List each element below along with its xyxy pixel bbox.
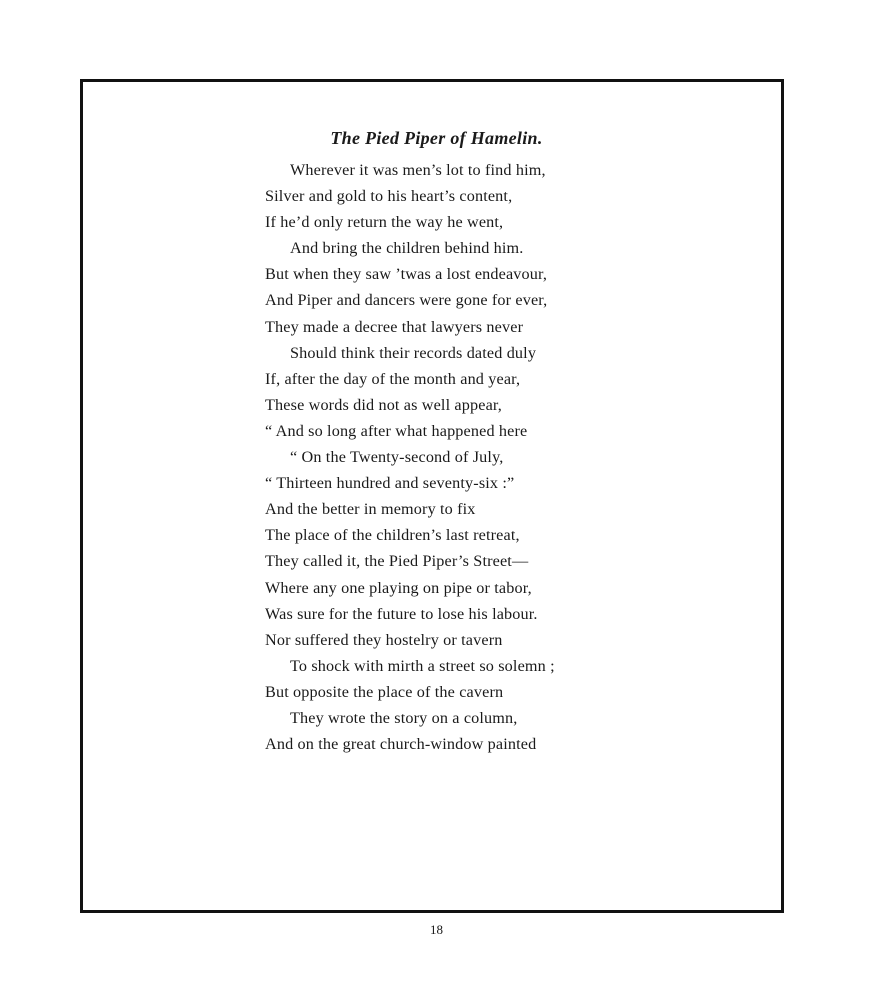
page-number: 18 (430, 922, 443, 937)
poem-line: “ Thirteen hundred and seventy-six :” (265, 474, 515, 493)
poem-line: Wherever it was men’s lot to find him, (290, 161, 546, 179)
poem-line: They made a decree that lawyers never (265, 317, 524, 336)
poem-line: “ On the Twenty-second of July, (290, 448, 504, 467)
poem-line: But when they saw ’twas a lost endeavour, (265, 265, 548, 284)
poem-line: To shock with mirth a street so solemn ; (290, 656, 555, 675)
poem-line: And the better in memory to fix (265, 500, 476, 519)
poem-line: “ And so long after what happened here (265, 421, 528, 440)
poem-line: The place of the children’s last retreat, (265, 526, 520, 545)
poem-line: They wrote the story on a column, (290, 708, 518, 727)
poem-title-text: The Pied Piper of Hamelin. (330, 128, 543, 148)
poem-line: Silver and gold to his heart’s content, (265, 187, 513, 206)
poem-line: But opposite the place of the cavern (265, 682, 504, 701)
poem-line: If he’d only return the way he went, (265, 213, 504, 232)
poem-line: These words did not as well appear, (265, 395, 503, 414)
poem-line: They called it, the Pied Piper’s Street— (265, 552, 529, 571)
poem-line: And bring the children behind him. (290, 239, 524, 258)
poem-stanza (265, 157, 555, 757)
poem-line: And on the great church-window painted (265, 735, 537, 754)
poem-line: Should think their records dated duly (290, 343, 537, 362)
poem-title (0, 128, 873, 149)
poem-line: Where any one playing on pipe or tabor, (265, 578, 532, 597)
poem-line: If, after the day of the month and year, (265, 369, 521, 388)
poem-line: Nor suffered they hostelry or tavern (265, 630, 503, 649)
poem-line: Was sure for the future to lose his labour. (265, 604, 538, 623)
poem-line: And Piper and dancers were gone for ever, (265, 291, 548, 310)
